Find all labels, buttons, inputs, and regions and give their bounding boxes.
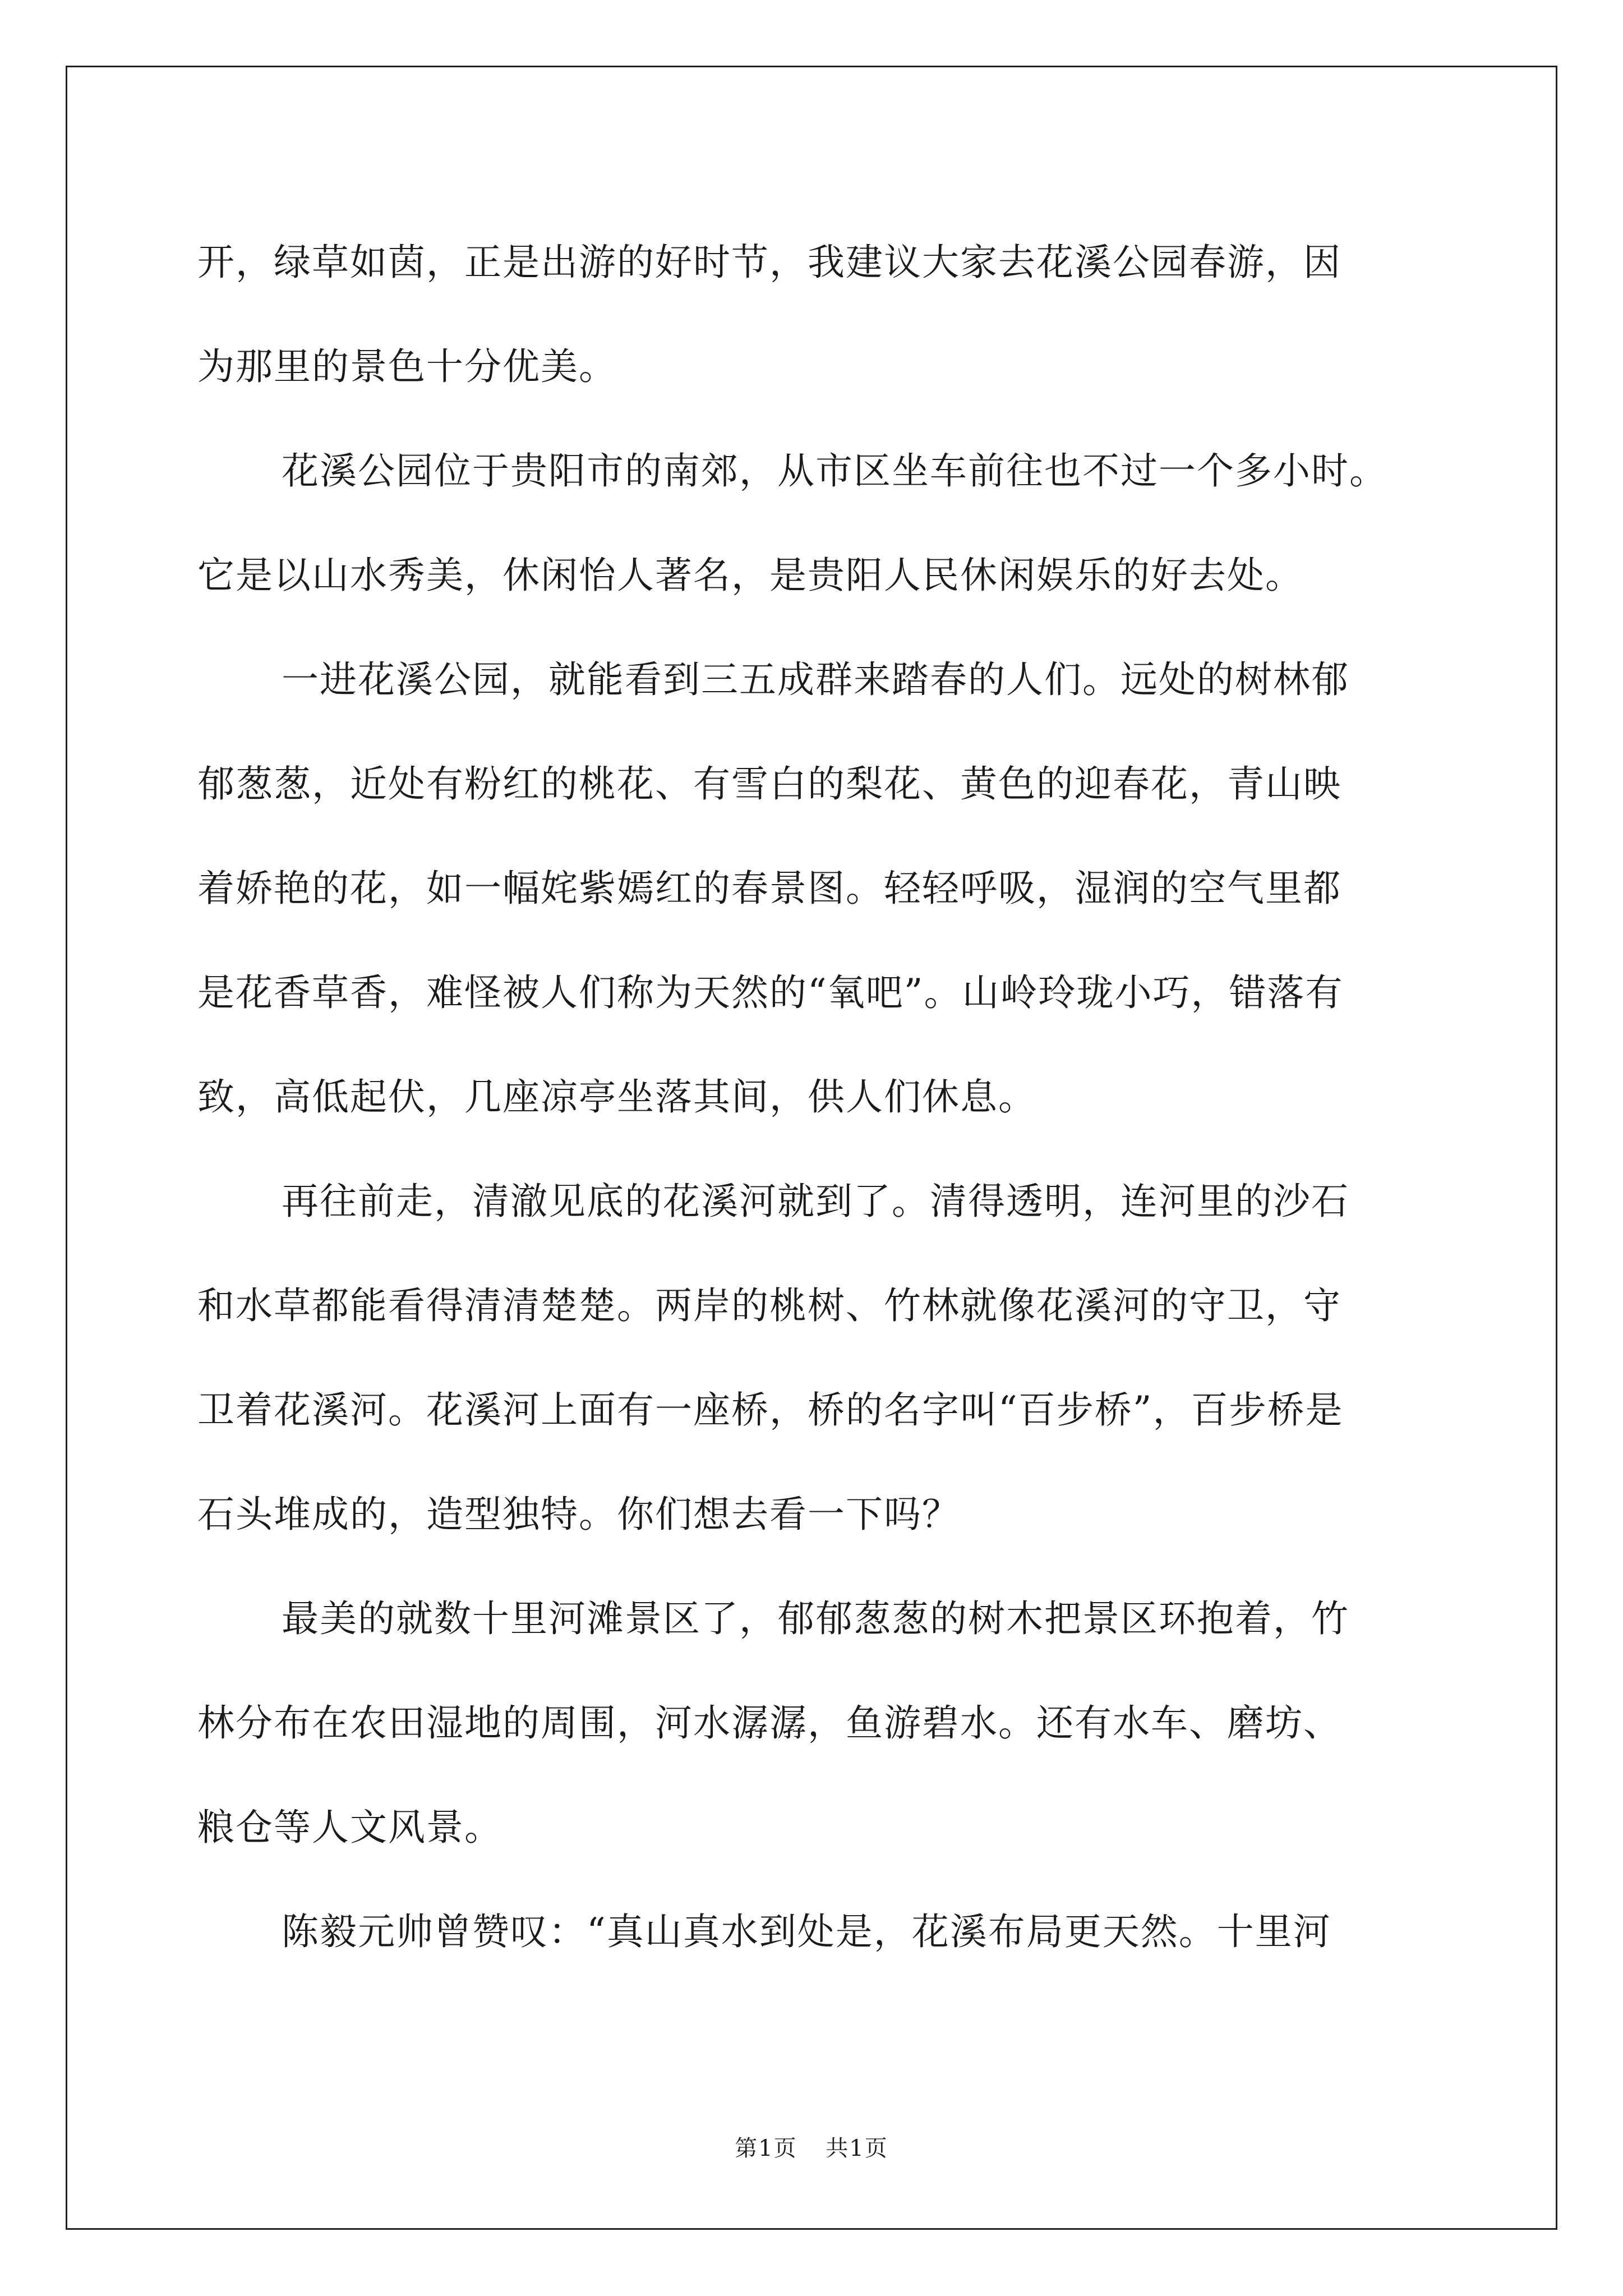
page-number: 第1页 bbox=[735, 2136, 797, 2161]
text-line: 是花香草香，难怪被人们称为天然的“氧吧”。山岭玲珑小巧，错落有 bbox=[197, 971, 1344, 1014]
paragraph-start-line: 最美的就数十里河滩景区了，郁郁葱葱的树木把景区环抱着，竹 bbox=[282, 1597, 1349, 1640]
page-total: 共1页 bbox=[826, 2136, 888, 2161]
paragraph-start-line: 陈毅元帅曾赞叹：“真山真水到处是，花溪布局更天然。十里河 bbox=[282, 1910, 1331, 1953]
text-line: 开，绿草如茵，正是出游的好时节，我建议大家去花溪公园春游，因 bbox=[197, 241, 1341, 284]
document-body bbox=[197, 210, 1445, 1984]
paragraph-start-line: 再往前走，清澈见底的花溪河就到了。清得透明，连河里的沙石 bbox=[282, 1180, 1349, 1223]
text-line: 粮仓等人文风景。 bbox=[197, 1806, 502, 1849]
page-footer bbox=[0, 2131, 1623, 2162]
text-line: 它是以山水秀美，休闲怡人著名，是贵阳人民休闲娱乐的好去处。 bbox=[197, 554, 1303, 597]
paragraph-start-line: 一进花溪公园，就能看到三五成群来踏春的人们。远处的树林郁 bbox=[282, 658, 1349, 701]
text-line: 致，高低起伏，几座凉亭坐落其间，供人们休息。 bbox=[197, 1075, 1036, 1119]
text-line: 着娇艳的花，如一幅姹紫嫣红的春景图。轻轻呼吸，湿润的空气里都 bbox=[197, 867, 1341, 910]
text-line: 林分布在农田湿地的周围，河水潺潺，鱼游碧水。还有水车、磨坊、 bbox=[197, 1701, 1341, 1745]
text-line: 为那里的景色十分优美。 bbox=[197, 345, 617, 388]
text-line: 和水草都能看得清清楚楚。两岸的桃树、竹林就像花溪河的守卫，守 bbox=[197, 1284, 1341, 1327]
text-line: 郁葱葱，近处有粉红的桃花、有雪白的梨花、黄色的迎春花，青山映 bbox=[197, 762, 1341, 806]
text-line: 卫着花溪河。花溪河上面有一座桥，桥的名字叫“百步桥”，百步桥是 bbox=[197, 1388, 1344, 1432]
text-line: 石头堆成的，造型独特。你们想去看一下吗？ bbox=[197, 1493, 960, 1536]
paragraph-start-line: 花溪公园位于贵阳市的南郊，从市区坐车前往也不过一个多小时。 bbox=[282, 449, 1387, 493]
